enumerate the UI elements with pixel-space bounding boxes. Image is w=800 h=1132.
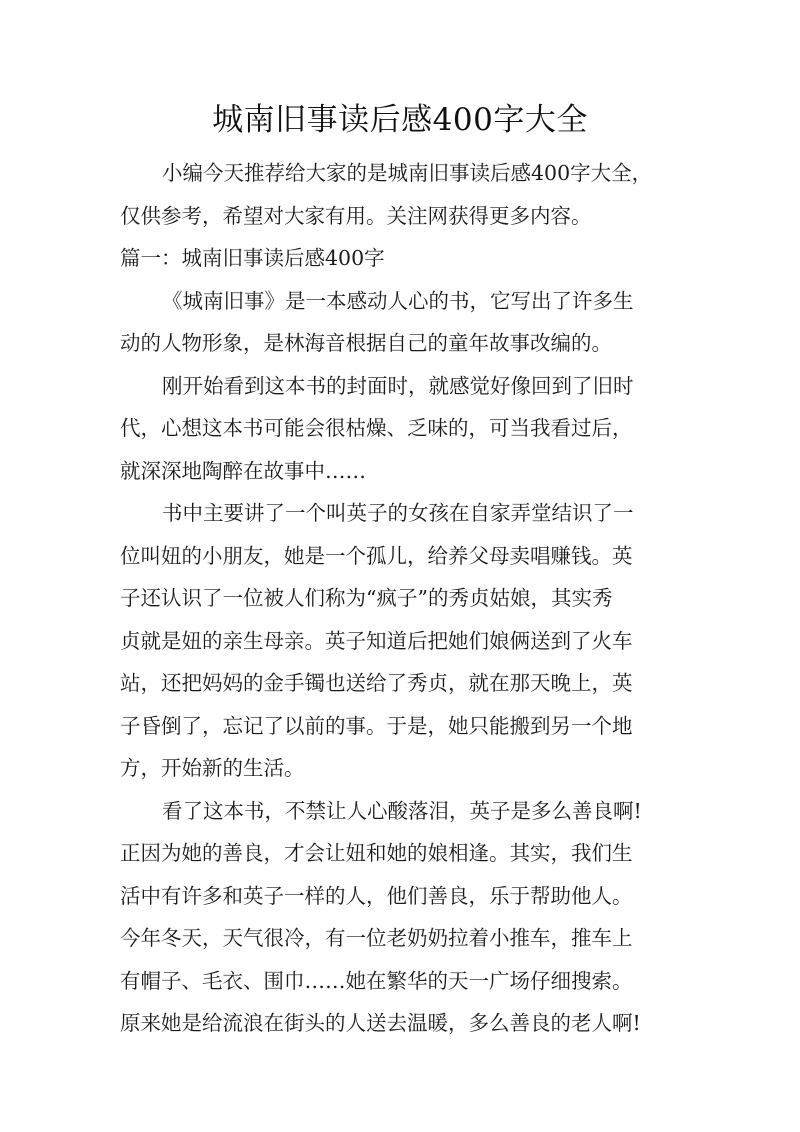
- section-heading: 篇一：城南旧事读后感400字: [120, 246, 385, 270]
- text-line: 动的人物形象，是林海音根据自己的童年故事改编的。: [120, 331, 612, 355]
- text-line: 看了这本书，不禁让人心酸落泪，英子是多么善良啊!: [162, 798, 642, 823]
- text-line: 代，心想这本书可能会很枯燥、乏味的，可当我看过后，: [120, 416, 633, 440]
- text-line: 站，还把妈妈的金手镯也送给了秀贞，就在那天晚上，英: [120, 671, 633, 695]
- text-line: 《城南旧事》是一本感动人心的书，它写出了许多生: [162, 288, 634, 313]
- text-line: 子还认识了一位被人们称为“疯子”的秀贞姑娘，其实秀: [120, 586, 613, 610]
- text-line: 贞就是妞的亲生母亲。英子知道后把她们娘俩送到了火车: [120, 628, 633, 653]
- text-line: 位叫妞的小朋友，她是一个孤儿，给养父母卖唱赚钱。英: [120, 543, 633, 568]
- text-line: 子昏倒了，忘记了以前的事。于是，她只能搬到另一个地: [120, 713, 633, 738]
- text-line: 今年冬天，天气很冷，有一位老奶奶拉着小推车，推车上: [120, 926, 633, 950]
- text-line: 小编今天推荐给大家的是城南旧事读后感400字大全，: [162, 161, 653, 185]
- text-line: 有帽子、毛衣、围巾……她在繁华的天一广场仔细搜索。: [120, 968, 633, 993]
- document-title: 城南旧事读后感400字大全: [212, 102, 588, 138]
- text-line: 方，开始新的生活。: [120, 756, 305, 780]
- text-line: 刚开始看到这本书的封面时，就感觉好像回到了旧时: [162, 373, 634, 398]
- text-line: 仅供参考，希望对大家有用。关注网获得更多内容。: [120, 203, 592, 228]
- text-line: 原来她是给流浪在街头的人送去温暖，多么善良的老人啊!: [120, 1011, 641, 1035]
- text-line: 书中主要讲了一个叫英子的女孩在自家弄堂结识了一: [162, 501, 634, 525]
- text-line: 活中有许多和英子一样的人，他们善良，乐于帮助他人。: [120, 883, 633, 908]
- text-line: 正因为她的善良，才会让妞和她的娘相逢。其实，我们生: [120, 841, 633, 865]
- text-line: 就深深地陶醉在故事中……: [120, 458, 366, 483]
- document-body: [120, 152, 680, 1045]
